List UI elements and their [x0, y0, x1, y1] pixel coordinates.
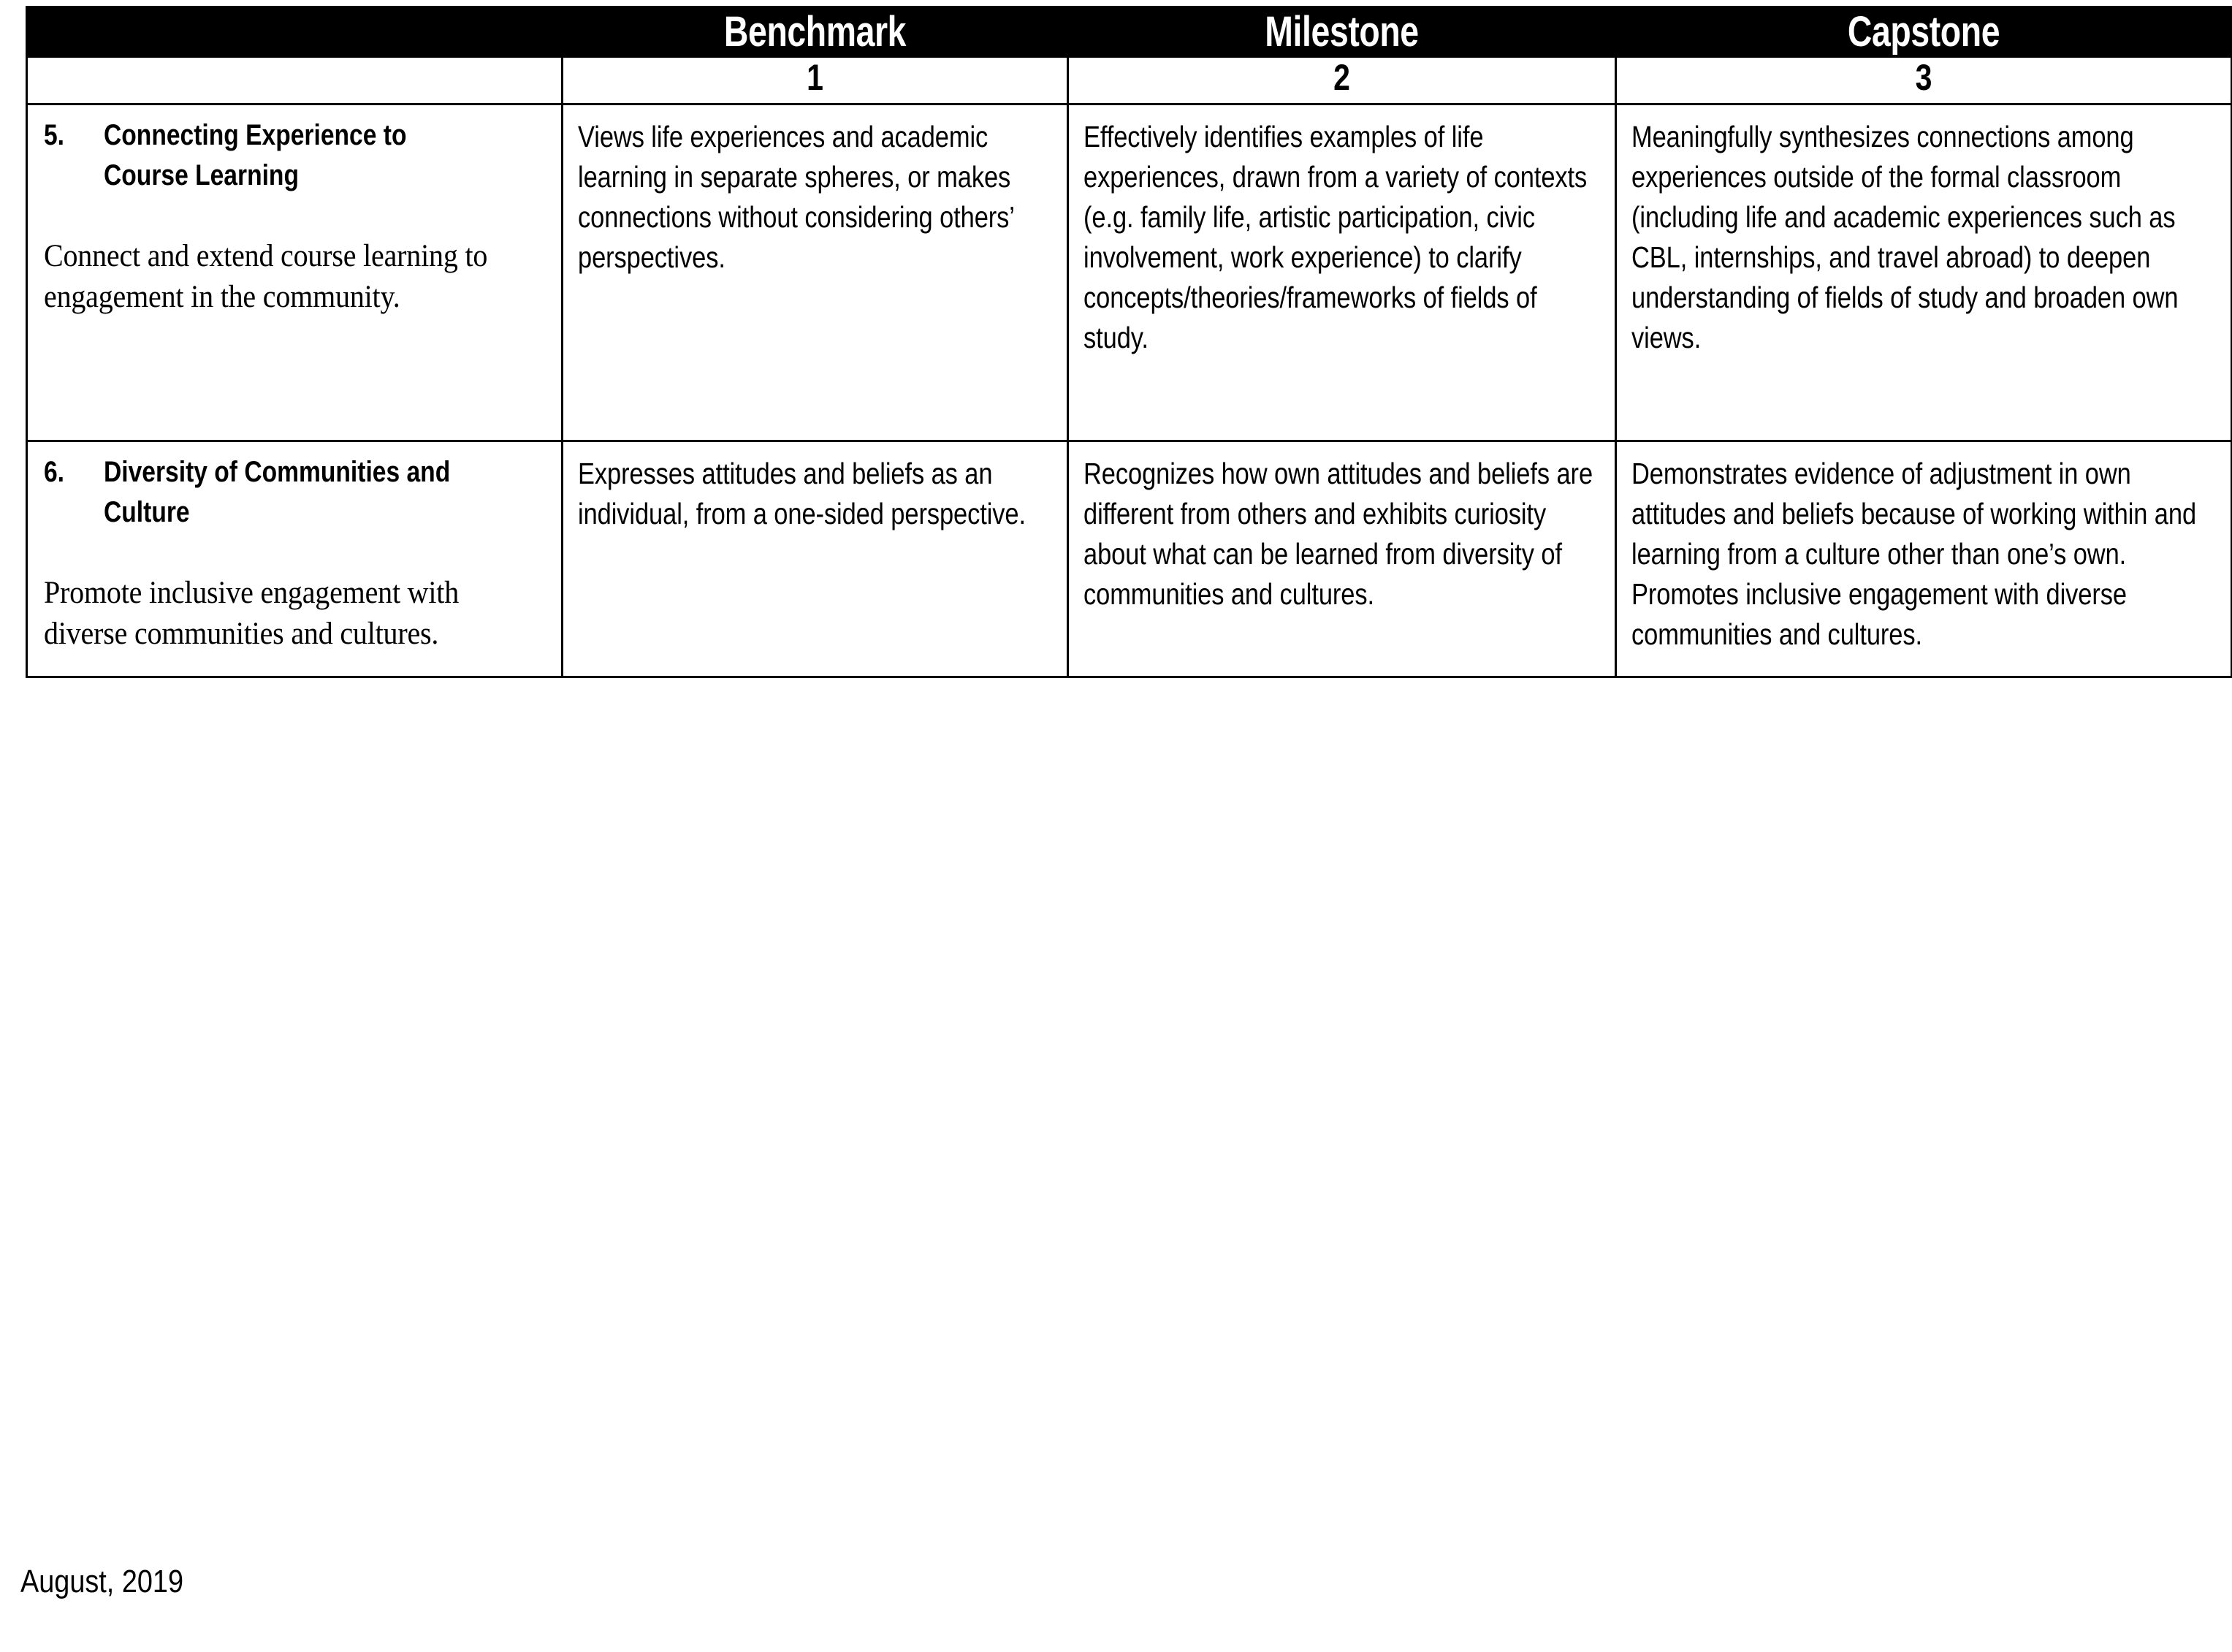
- capstone-descriptor-text: Demonstrates evidence of adjustment in own attitudes and beliefs because of working within and learning from a culture other than one’s own. Promotes inclusive engagement with diverse communities and cultures.: [1631, 457, 2197, 651]
- footer-date: August, 2019: [20, 1564, 184, 1599]
- capstone-descriptor-cell: [1616, 104, 2232, 441]
- criteria-column-header: [27, 7, 563, 57]
- benchmark-descriptor-text: Expresses attitudes and beliefs as an individual, from a one-sided perspective.: [578, 457, 1026, 530]
- performance-score-header-row: [27, 57, 2232, 104]
- performance-level-header-row: [27, 7, 2232, 57]
- header-capstone-label: Capstone: [1847, 8, 2000, 56]
- score-benchmark-value: 1: [807, 57, 823, 98]
- criterion-number: 5.: [44, 119, 65, 151]
- criterion-description: Connect and extend course learning to engagement in the community.: [44, 239, 488, 314]
- header-capstone: [1616, 7, 2232, 57]
- criterion-cell: [27, 441, 563, 677]
- table-row: [27, 441, 2232, 677]
- criterion-title: Connecting Experience to Course Learning: [104, 119, 407, 191]
- criterion-heading: [44, 115, 548, 196]
- criterion-number: 6.: [44, 456, 65, 488]
- header-milestone-label: Milestone: [1265, 8, 1419, 56]
- criterion-cell: [27, 104, 563, 441]
- capstone-descriptor-cell: [1616, 441, 2232, 677]
- rubric-table: [26, 6, 2232, 678]
- benchmark-descriptor-text: Views life experiences and academic learning in separate spheres, or makes connections without considering others’ perspectives.: [578, 120, 1014, 274]
- criterion-description: Promote inclusive engagement with diverse communities and cultures.: [44, 576, 460, 651]
- score-capstone-value: 3: [1915, 57, 1932, 98]
- header-milestone: [1068, 7, 1616, 57]
- criterion-heading: [44, 452, 548, 533]
- score-milestone-value: 2: [1333, 57, 1350, 98]
- milestone-descriptor-text: Effectively identifies examples of life experiences, drawn from a variety of contexts (e.g. family life, artistic participation, civic involvement, work experience) to clarify concepts/theories/frameworks of fields of study.: [1083, 120, 1588, 354]
- criterion-title: Diversity of Communities and Culture: [104, 456, 451, 528]
- score-benchmark: [563, 57, 1068, 104]
- benchmark-descriptor-cell: [563, 104, 1068, 441]
- milestone-descriptor-cell: [1068, 441, 1616, 677]
- benchmark-descriptor-cell: [563, 441, 1068, 677]
- milestone-descriptor-text: Recognizes how own attitudes and beliefs are different from others and exhibits curiosity about what can be learned from diversity of communities and cultures.: [1083, 457, 1593, 611]
- score-capstone: [1616, 57, 2232, 104]
- header-benchmark: [563, 7, 1068, 57]
- score-row-blank-cell: [27, 57, 563, 104]
- milestone-descriptor-cell: [1068, 104, 1616, 441]
- table-row: [27, 104, 2232, 441]
- capstone-descriptor-text: Meaningfully synthesizes connections among experiences outside of the formal classroom (including life and academic experiences such as CBL, internships, and travel abroad) to deepen understanding of fields of study and broaden own views.: [1631, 120, 2179, 354]
- header-benchmark-label: Benchmark: [723, 8, 907, 56]
- score-milestone: [1068, 57, 1616, 104]
